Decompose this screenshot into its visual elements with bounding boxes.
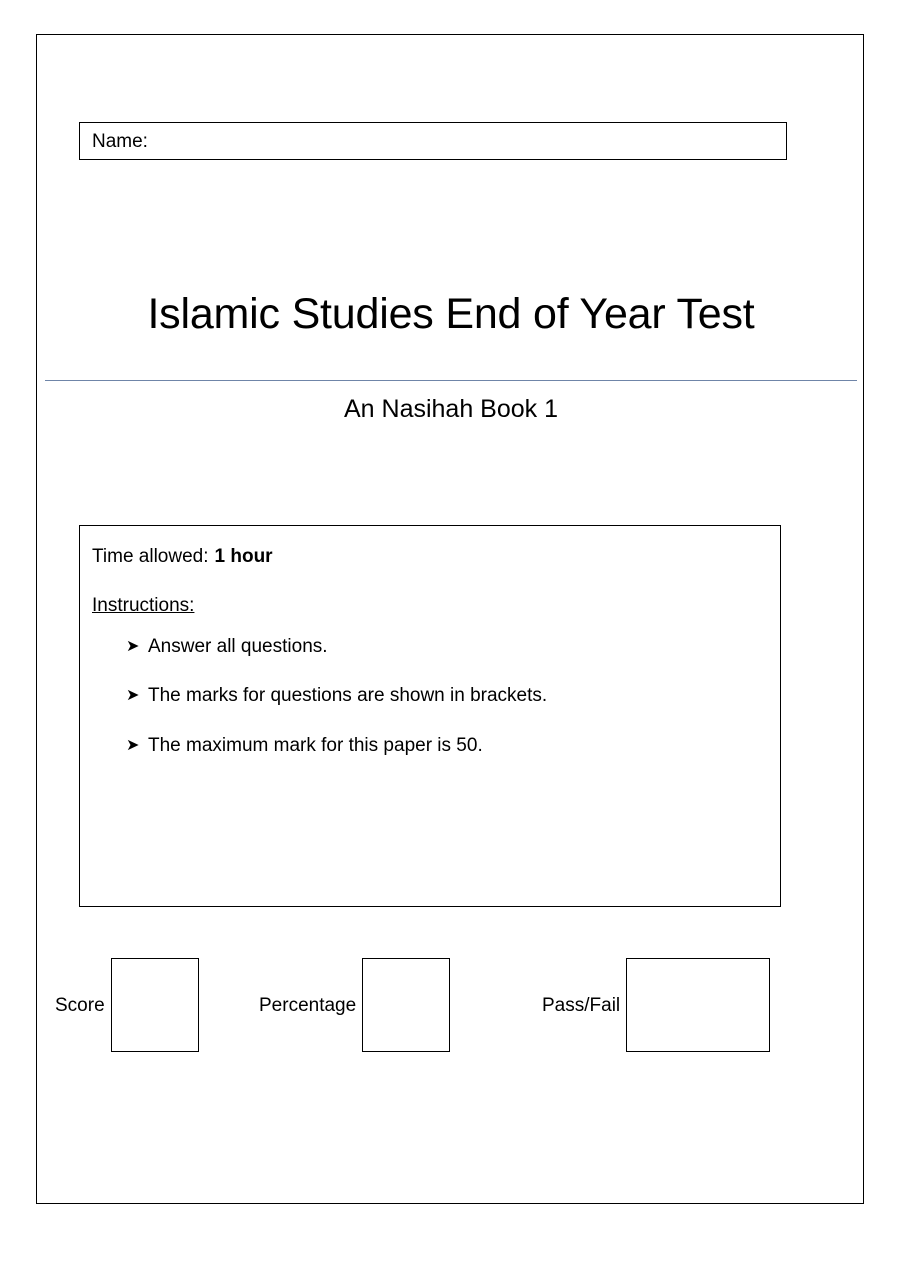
arrow-bullet-icon: ➤	[126, 637, 140, 655]
list-item	[92, 685, 780, 708]
instructions-heading: Instructions:	[92, 594, 195, 616]
instructions-heading-row	[92, 595, 780, 636]
title-divider	[45, 380, 857, 381]
time-allowed-value: 1 hour	[214, 546, 273, 567]
score-group	[55, 955, 199, 1055]
arrow-bullet-icon: ➤	[126, 687, 140, 705]
arrow-bullet-icon: ➤	[126, 737, 140, 755]
list-item	[92, 636, 780, 659]
pass-fail-input-box[interactable]	[626, 958, 770, 1052]
results-row	[37, 955, 865, 1055]
percentage-label: Percentage	[259, 994, 357, 1016]
pass-fail-group	[542, 955, 770, 1055]
score-input-box[interactable]	[111, 958, 199, 1052]
instructions-box	[79, 525, 781, 907]
page-title: Islamic Studies End of Year Test	[147, 290, 755, 338]
percentage-group	[259, 955, 450, 1055]
percentage-input-box[interactable]	[362, 958, 450, 1052]
page-subtitle: An Nasihah Book 1	[343, 395, 559, 423]
list-item-text: The maximum mark for this paper is 50.	[148, 735, 483, 757]
pass-fail-label: Pass/Fail	[542, 994, 621, 1016]
list-item	[92, 735, 780, 758]
name-field-label: Name:	[92, 130, 148, 152]
list-item-text: Answer all questions.	[148, 635, 328, 657]
time-allowed-line	[92, 546, 780, 569]
score-label: Score	[55, 994, 105, 1016]
page-title-wrapper	[45, 290, 857, 339]
exam-paper-page	[36, 34, 864, 1204]
time-allowed-label: Time allowed:	[92, 546, 209, 567]
list-item-text: The marks for questions are shown in brackets.	[148, 685, 548, 707]
instructions-list	[92, 636, 780, 758]
name-field-box[interactable]	[79, 122, 787, 160]
